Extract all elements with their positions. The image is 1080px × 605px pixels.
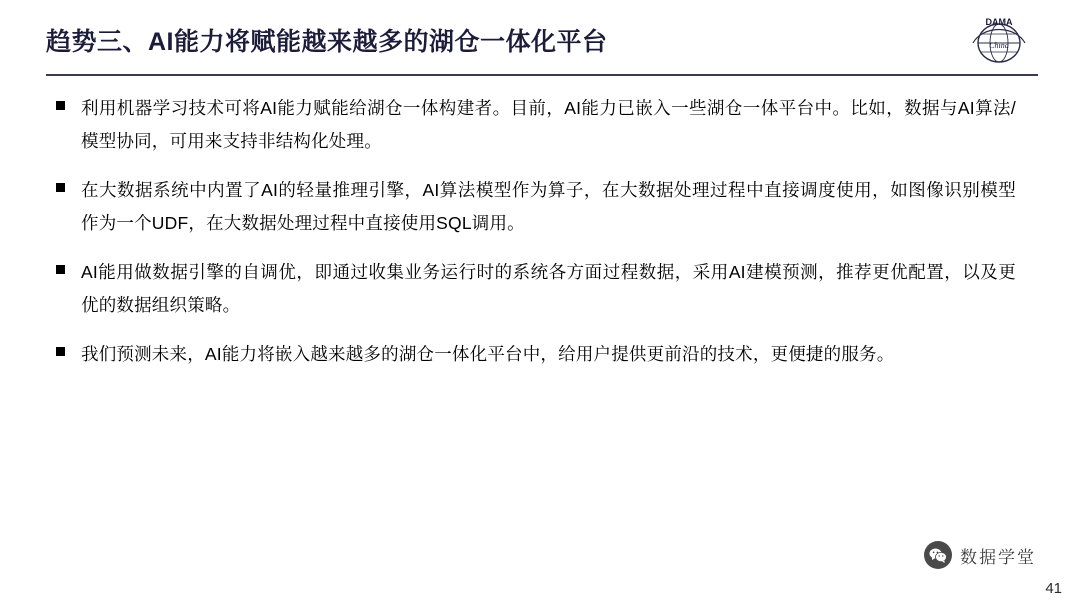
bullet-square-icon	[56, 101, 65, 110]
page-title: 趋势三、AI能力将赋能越来越多的湖仓一体化平台	[46, 28, 608, 56]
dama-china-logo	[966, 8, 1032, 70]
svg-text:DAMA: DAMA	[985, 17, 1013, 27]
list-item-text: 利用机器学习技术可将AI能力赋能给湖仓一体构建者。目前，AI能力已嵌入一些湖仓一体平台中。比如，数据与AI算法/模型协同，可用来支持非结构化处理。	[81, 98, 1016, 151]
globe-icon	[967, 9, 1031, 69]
svg-text:China: China	[989, 41, 1009, 50]
title-row	[46, 14, 1040, 70]
list-item	[56, 256, 1036, 322]
list-item	[56, 338, 1036, 371]
wechat-label: 数据学堂	[960, 547, 1036, 567]
page-number: 41	[1045, 580, 1062, 597]
list-item-text: 在大数据系统中内置了AI的轻量推理引擎，AI算法模型作为算子，在大数据处理过程中直接调度使用，如图像识别模型作为一个UDF，在大数据处理过程中直接使用SQL调用。	[81, 180, 1016, 233]
list-item-text: AI能用做数据引擎的自调优，即通过收集业务运行时的系统各方面过程数据，采用AI建模预测，推荐更优配置，以及更优的数据组织策略。	[81, 262, 1016, 315]
bullet-square-icon	[56, 347, 65, 356]
wechat-watermark	[924, 541, 1036, 569]
list-item	[56, 92, 1036, 158]
wechat-glyph	[929, 548, 947, 563]
bullet-list	[56, 92, 1036, 387]
list-item-text: 我们预测未来，AI能力将嵌入越来越多的湖仓一体化平台中，给用户提供更前沿的技术，更便捷的服务。	[81, 344, 895, 364]
wechat-icon	[924, 541, 952, 569]
bullet-square-icon	[56, 265, 65, 274]
list-item	[56, 174, 1036, 240]
bullet-square-icon	[56, 183, 65, 192]
title-divider	[46, 74, 1038, 76]
